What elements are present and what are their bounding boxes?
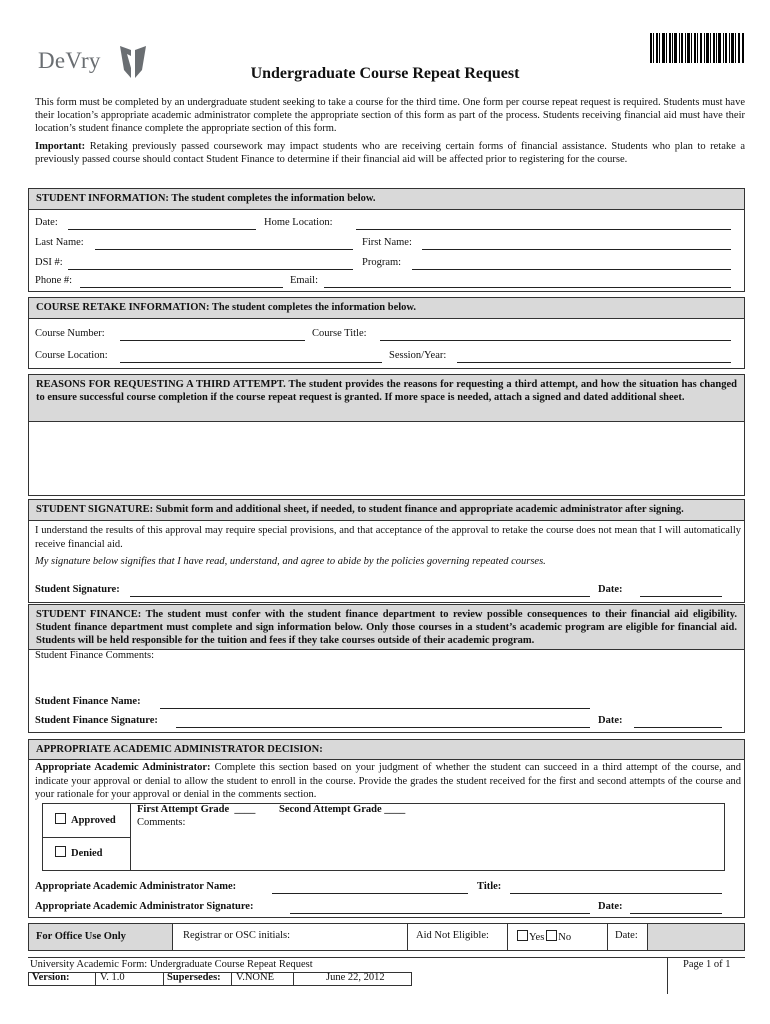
course-number-label: Course Number: <box>35 328 105 339</box>
intro-paragraph: This form must be completed by an undergraduate student seeking to take a course for the third time. One form per course repeat request is required. Students must have their location’s appropriate academic administrator complete the appropriate section of this form as part of the process. Students receiving financial aid must have their location’s student finance complete the appropriate section of this form. <box>35 97 745 135</box>
admin-intro-label: Appropriate Academic Administrator: <box>35 762 211 773</box>
course-title-field[interactable] <box>380 340 731 341</box>
devry-logo-text: DeVry <box>38 48 101 73</box>
email-field[interactable] <box>324 287 731 288</box>
supersedes-label: Supersedes: <box>167 972 221 983</box>
denied-label: Denied <box>71 848 103 859</box>
finance-date-label: Date: <box>598 715 623 726</box>
aid-yes-option[interactable] <box>517 930 571 943</box>
signature-body: I understand the results of this approval may require special provisions, and that acceptance of the approval to retake the course does not mean that I will automatically receive financial aid. <box>35 525 741 550</box>
email-label: Email: <box>290 275 318 286</box>
course-number-field[interactable] <box>120 340 305 341</box>
reasons-header: REASONS FOR REQUESTING A THIRD ATTEMPT. The student provides the reasons for requesting a third attempt, and how the situation has changed to ensure successful course completion if the course repeat request is granted. If more space is needed, attach a signed and dated additional sheet. <box>28 374 745 422</box>
first-attempt-grade-label: First Attempt Grade <box>137 804 230 815</box>
aid-not-eligible-label: Aid Not Eligible: <box>416 930 489 941</box>
footer-form-name: University Academic Form: Undergraduate Course Repeat Request <box>30 959 313 970</box>
finance-signature-label: Student Finance Signature: <box>35 715 158 726</box>
admin-signature-field[interactable] <box>290 913 590 914</box>
first-name-label: First Name: <box>362 237 412 248</box>
phone-field[interactable] <box>80 287 283 288</box>
dsi-label: DSI #: <box>35 257 63 268</box>
student-date-label: Date: <box>598 584 623 595</box>
important-paragraph <box>35 140 745 166</box>
registrar-label: Registrar or OSC initials: <box>183 930 291 941</box>
approved-label: Approved <box>71 815 116 826</box>
important-text: Retaking previously passed coursework may impact students who are receiving certain forms of financial assistance. Students who plan to retake a previously passed course should contact Student Finance to determine if their financial aid will be affected prior to registering for the course. <box>35 140 745 165</box>
version-value: V. 1.0 <box>100 972 125 983</box>
approved-option[interactable] <box>55 813 116 826</box>
admin-title-label: Title: <box>477 881 502 892</box>
office-use-label: For Office Use Only <box>36 931 126 942</box>
denied-option[interactable] <box>55 846 103 859</box>
phone-label: Phone #: <box>35 275 73 286</box>
admin-name-field[interactable] <box>272 893 468 894</box>
supersedes-value: V.NONE <box>236 972 275 983</box>
intro-text <box>35 96 745 170</box>
session-year-label: Session/Year: <box>389 350 447 361</box>
program-label: Program: <box>362 257 402 268</box>
last-name-field[interactable] <box>95 249 353 250</box>
admin-decision-header: APPROPRIATE ACADEMIC ADMINISTRATOR DECISION: <box>28 739 745 760</box>
date-label: Date: <box>35 217 58 228</box>
dsi-field[interactable] <box>68 269 353 270</box>
decision-row-divider <box>42 837 130 838</box>
footer-divider <box>667 957 668 994</box>
footer-page-number: Page 1 of 1 <box>683 959 731 970</box>
last-name-label: Last Name: <box>35 237 84 248</box>
date-field[interactable] <box>68 229 256 230</box>
course-retake-header: COURSE RETAKE INFORMATION: The student completes the information below. <box>28 297 745 319</box>
student-signature-header: STUDENT SIGNATURE: Submit form and additional sheet, if needed, to student finance and appropriate academic administrator after signing. <box>28 499 745 521</box>
session-year-field[interactable] <box>457 362 731 363</box>
no-checkbox[interactable] <box>546 930 557 941</box>
student-signature-label: Student Signature: <box>35 584 120 595</box>
admin-signature-label: Appropriate Academic Administrator Signature: <box>35 901 254 912</box>
finance-comments-label: Student Finance Comments: <box>35 650 154 661</box>
second-attempt-grade[interactable] <box>279 804 405 815</box>
second-attempt-grade-label: Second Attempt Grade <box>279 804 382 815</box>
student-signature-field[interactable] <box>130 596 590 597</box>
admin-date-field[interactable] <box>630 913 722 914</box>
admin-comments-label: Comments: <box>137 817 186 828</box>
no-label: No <box>558 932 572 943</box>
yes-label: Yes <box>529 932 545 943</box>
version-label: Version: <box>32 972 70 983</box>
important-label: Important: <box>35 140 86 152</box>
signature-italic-statement: My signature below signifies that I have read, understand, and agree to abide by the policies governing repeated courses. <box>35 556 546 567</box>
home-location-field[interactable] <box>356 229 731 230</box>
admin-intro-text: Complete this section based on your judgment of whether the student can succeed in a third attempt of the course, and indicate your approval or denial to allow the student to enroll in the course. Provide the grades the student received for the first and second attempts of the course and your rationale for your approval or denial in the comments section. <box>35 762 741 800</box>
admin-title-field[interactable] <box>510 893 722 894</box>
course-location-field[interactable] <box>120 362 382 363</box>
barcode-icon <box>650 33 744 63</box>
reasons-textarea[interactable] <box>28 421 745 496</box>
home-location-label: Home Location: <box>264 217 333 228</box>
course-location-label: Course Location: <box>35 350 108 361</box>
yes-checkbox[interactable] <box>517 930 528 941</box>
finance-name-label: Student Finance Name: <box>35 696 141 707</box>
first-name-field[interactable] <box>422 249 731 250</box>
decision-divider <box>130 803 131 871</box>
second-attempt-grade-blank[interactable]: ____ <box>384 804 406 815</box>
denied-checkbox[interactable] <box>55 846 66 857</box>
student-info-header: STUDENT INFORMATION: The student completes the information below. <box>28 188 745 210</box>
finance-date-field[interactable] <box>634 727 722 728</box>
first-attempt-grade-blank[interactable]: ____ <box>234 804 256 815</box>
course-title-label: Course Title: <box>312 328 367 339</box>
finance-signature-field[interactable] <box>176 727 590 728</box>
student-date-field[interactable] <box>640 596 722 597</box>
page-title: Undergraduate Course Repeat Request <box>250 65 520 82</box>
finance-name-field[interactable] <box>160 708 590 709</box>
program-field[interactable] <box>412 269 731 270</box>
office-date-label: Date: <box>615 930 638 941</box>
student-finance-header: STUDENT FINANCE: The student must confer with the student finance department to review possible consequences to their financial aid eligibility. Student finance department must complete and sign information below. Only those courses in a student’s academic program are eligible for financial aid. Students will be held responsible for the tuition and fees if they take courses outside of their academic program. <box>28 604 745 650</box>
approved-checkbox[interactable] <box>55 813 66 824</box>
admin-name-label: Appropriate Academic Administrator Name: <box>35 881 237 892</box>
student-info-section <box>28 209 745 292</box>
first-attempt-grade[interactable] <box>137 804 255 815</box>
admin-intro <box>35 761 741 802</box>
admin-date-label: Date: <box>598 901 623 912</box>
footer-rule <box>28 957 745 958</box>
footer-date: June 22, 2012 <box>326 972 385 983</box>
